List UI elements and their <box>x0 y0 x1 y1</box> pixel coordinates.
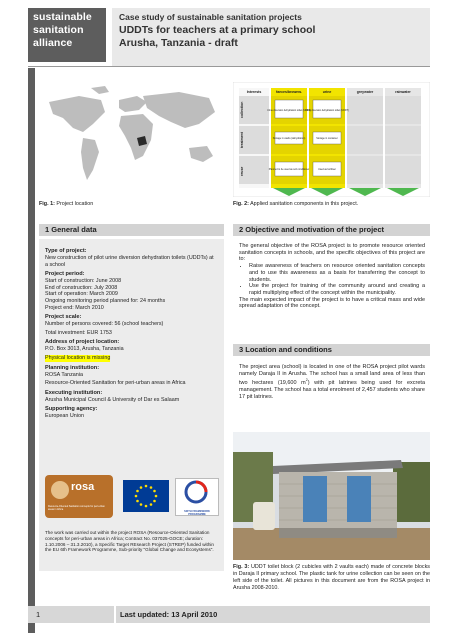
doc-subtitle: Case study of sustainable sanitation projects <box>119 12 302 22</box>
location-superscript: 2 <box>305 378 308 383</box>
location-text-1: The project area (school) is located in one of the ROSA project pilot wards namely Daraja II in Arusha. The school has a small land area of less than two hectares (19,600 m <box>239 364 425 387</box>
funding-fine-print: The work was carried out within the project ROSA (Resource-Oriented Sanitation concepts for peri-urban areas in Africa; Contract No. 037025-GOCE; duration: 1.10.2006 – 31.3.2010), a Specific Target REsearch Project (STREP) funded within the EU 6th Framework Programme, Sub-priority "Global Change and Ecosystems". <box>45 530 214 553</box>
diagram-cell-uddt-faeces: Urine diversion dehydration toilet (UDDT) <box>267 109 311 112</box>
location-heading: 3 Location and conditions <box>233 344 430 356</box>
doc-title-line-2: Arusha, Tanzania - draft <box>119 37 238 49</box>
rosa-logo-text: rosa <box>71 481 95 493</box>
fig1-caption <box>39 201 93 208</box>
diagram-cell-storage-container: Storage in container <box>316 137 338 140</box>
missing-location-note: Physical location is missing <box>45 354 111 361</box>
last-updated: Last updated: 13 April 2010 <box>120 610 218 619</box>
scale-line-2: Total investment: EUR 1753 <box>45 329 112 336</box>
executing-text: Arusha Municipal Council & University of Dar es Salaam <box>45 396 180 403</box>
alliance-logo <box>33 11 92 50</box>
rosa-logo-subtitle: Resource-Oriented Sanitation concepts for peri-urban areas in Africa <box>48 505 105 511</box>
header-rule <box>28 66 430 67</box>
general-data-heading: 1 General data <box>39 224 224 236</box>
location-text-2: ) with pit latrines being used for excreta management. The school has a total enrolment of 2,457 students who share 17 pit latrines. <box>239 380 426 400</box>
fp6-logo-text: SIXTH FRAMEWORK PROGRAMME <box>184 510 210 516</box>
executing-label: Executing institution: <box>45 389 103 396</box>
period-label: Project period: <box>45 271 85 278</box>
diagram-col-greywater: greywater <box>356 90 374 94</box>
fig3-caption <box>233 564 430 592</box>
fig2-caption <box>233 201 358 208</box>
fig1-text: Project location <box>54 201 94 207</box>
sanitation-components-diagram <box>233 82 430 197</box>
footer-separator <box>114 606 116 623</box>
objective-heading: 2 Objective and motivation of the project <box>233 224 430 236</box>
objective-outro: The main expected impact of the project is to have a critical mass and wide spread adaptation of the concept. <box>239 296 425 310</box>
world-map <box>39 82 224 194</box>
objective-list <box>239 263 425 297</box>
period-line-1: Start of construction: June 2008 <box>45 278 122 285</box>
diagram-col-interests: Interests <box>246 90 262 94</box>
general-data-panel <box>39 239 224 571</box>
address-label: Address of project location: <box>45 339 120 346</box>
objective-body <box>239 243 425 310</box>
footer-bar <box>28 606 430 623</box>
diagram-cell-storage-vaults: Storage in vaults (dehydration) <box>272 137 306 140</box>
left-margin-bar <box>28 68 35 633</box>
scale-label: Project scale: <box>45 314 82 321</box>
doc-title-line-1: UDDTs for teachers at a primary school <box>119 24 316 36</box>
diagram-row-treatment: treatment <box>240 132 244 148</box>
diagram-cell-soil-conditioner: Planned to be used as soil conditioner <box>268 168 310 171</box>
fig2-label: Fig. 2: <box>233 201 249 207</box>
objective-intro: The general objective of the ROSA project is to promote resource oriented sanitation concepts in schools, and the specific objectives of this project are to: <box>239 243 425 263</box>
location-text <box>239 364 425 400</box>
fp6-logo <box>175 478 219 516</box>
objective-item-2: • Use the project for training of the community around and creating a rapid multiplying effect of the concept within the municipality. <box>249 283 425 296</box>
type-text: New construction of pilot urine diversion dehydration toilets (UDDTs) at a school <box>45 255 214 268</box>
period-line-5: Project end: March 2010 <box>45 304 104 311</box>
fig1-label: Fig. 1: <box>39 201 55 207</box>
uddt-toilet-photo <box>233 432 430 560</box>
period-line-3: Start of operation: March 2009 <box>45 291 118 298</box>
planning-line-2: Resource-Oriented Sanitation for peri-urban areas in Africa <box>45 380 186 387</box>
period-line-2: End of construction: July 2008 <box>45 284 118 291</box>
objective-item-1: • Raise awareness of teachers on resource oriented sanitation concepts and to use this awareness as a basis for transferring the concept to students. <box>249 263 425 283</box>
planning-line-1: ROSA Tanzania <box>45 371 83 378</box>
fp6-emblem-icon <box>176 479 216 505</box>
rosa-emblem-icon <box>51 481 69 499</box>
funder-logos <box>45 475 220 520</box>
supporting-text: European Union <box>45 413 84 420</box>
fig3-text: UDDT toilet block (2 cubicles with 2 vaults each) made of concrete blocks in Daraja II primary school. The plastic tank for urine collection can be seen on the left side of the toilet. All pictures in this document are from the ROSA project in Arusha 2008-2010. <box>233 564 431 591</box>
logo-line-1: sustainable <box>33 11 92 23</box>
period-line-4: Ongoing monitoring period planned for: 24 months <box>45 297 166 304</box>
page-number: 1 <box>36 610 41 619</box>
diagram-cell-fertiliser: Used as fertiliser <box>318 168 336 171</box>
diagram-col-urine: urine <box>322 90 332 94</box>
doc-title <box>119 24 315 50</box>
diagram-col-rainwater: rainwater <box>395 90 411 94</box>
rosa-logo <box>45 475 113 518</box>
logo-line-2: sanitation <box>33 24 84 36</box>
planning-label: Planning institution: <box>45 364 100 371</box>
eu-flag-icon <box>123 480 169 512</box>
logo-line-3: alliance <box>33 37 73 49</box>
diagram-row-reuse: reuse <box>240 166 244 176</box>
type-label: Type of project: <box>45 248 87 254</box>
fig2-text: Applied sanitation components in this project. <box>248 201 359 207</box>
address-line-1: P.O. Box 3013, Arusha, Tanzania <box>45 346 124 353</box>
fig3-label: Fig. 3: <box>233 564 250 570</box>
diagram-col-faeces: faeces/brownw. <box>276 90 302 94</box>
supporting-label: Supporting agency: <box>45 406 98 413</box>
diagram-cell-uddt-urine: Urine diversion dehydration toilet (UDDT) <box>305 109 349 112</box>
scale-line-1: Number of persons covered: 56 (school teachers) <box>45 321 164 328</box>
diagram-row-collection: collection <box>240 101 244 118</box>
